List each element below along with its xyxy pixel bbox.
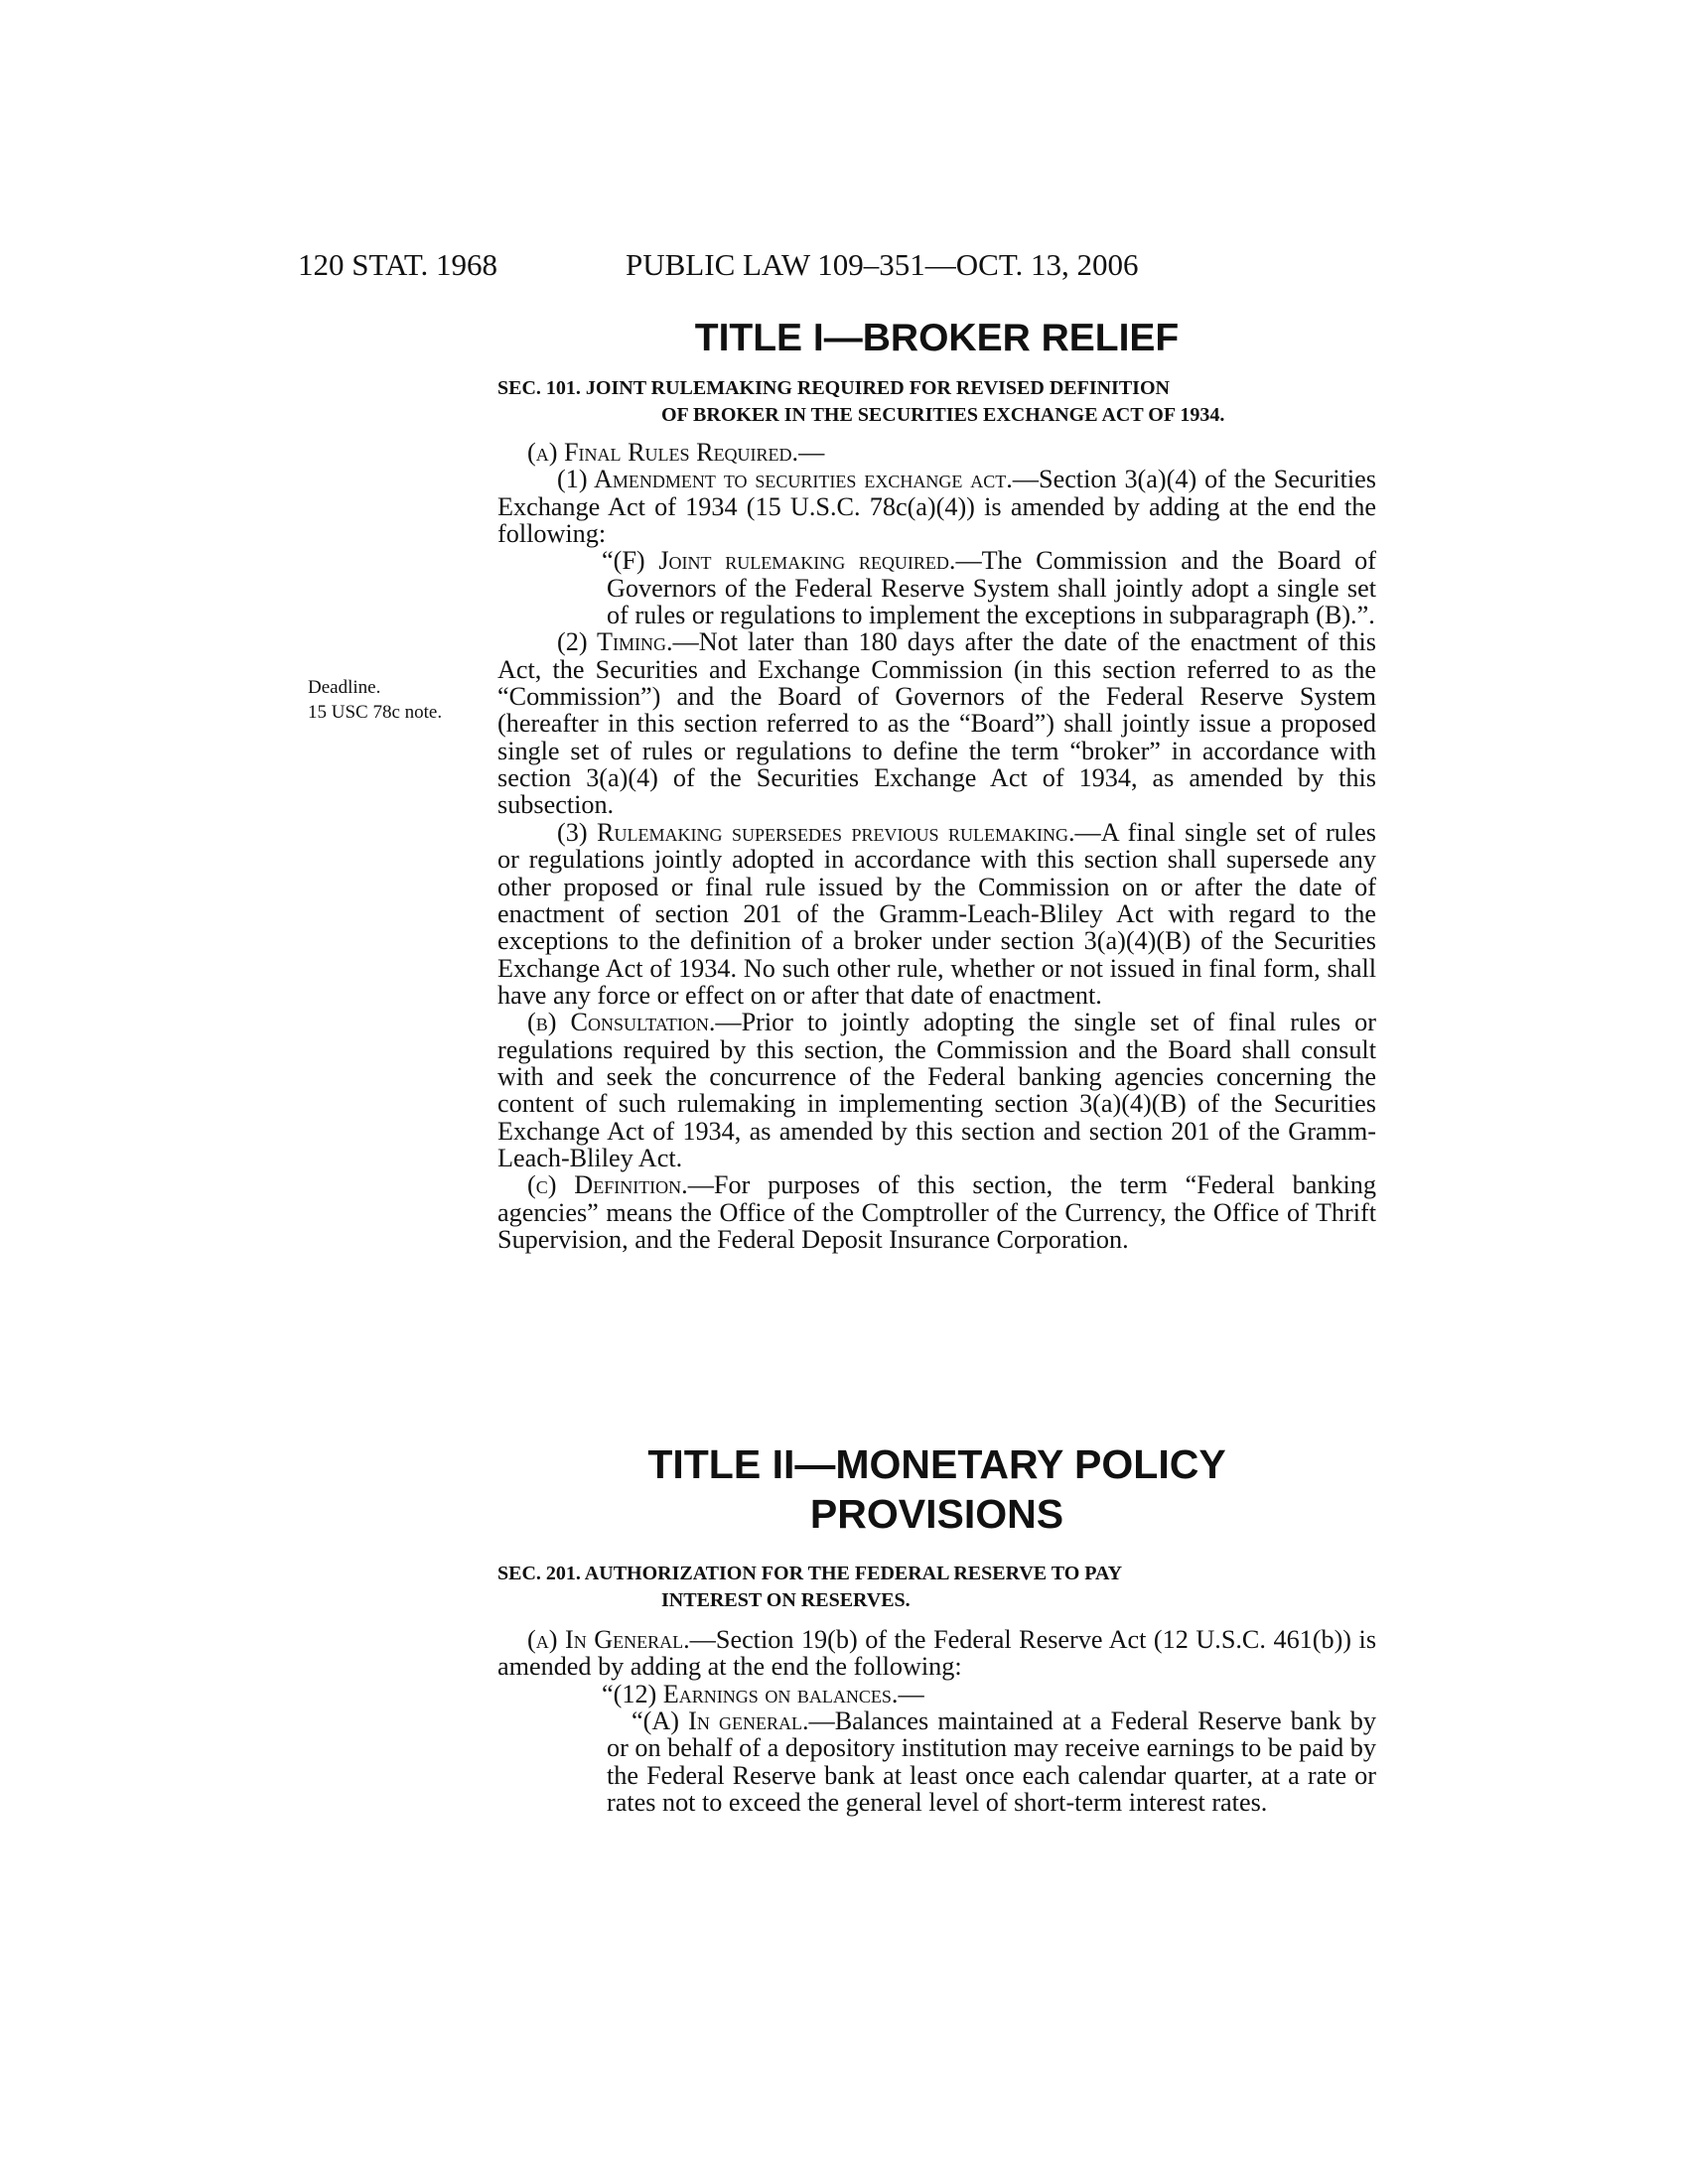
title-i-heading: TITLE I—BROKER RELIEF [694,317,1180,359]
title-i-column [497,316,1376,1253]
title-ii-heading-line2: PROVISIONS [809,1491,1064,1537]
sec-101-a2-label: (2) Timing.— [557,627,699,657]
title-ii-heading [497,1439,1376,1539]
page-stat-reference: 120 STAT. 1968 [298,247,498,282]
sec-101-b-label: (b) Consultation.— [527,1008,742,1037]
sec-101-b [497,1009,1376,1171]
title-ii-heading-line1: TITLE II—MONETARY POLICY [647,1441,1226,1487]
sec-101-a1 [497,466,1376,547]
sec-101-f-text: The Commission and the Board of Governors of the Federal Reserve System shall jointly adopt a single set of rules or regulations to implement the exceptions in subparagraph (B).”. [607,546,1376,630]
sec-101-b-text: Prior to jointly adopting the single set of final rules or regulations required by this section, the Commission and the Board shall consult with and seek the concurrence of the Federal banking agencies concerning the content of such rulemaking in implementing section 3(a)(4)(B) of the Securities Exchange Act of 1934, as amended by this section and section 201 of the Gramm-Leach-Bliley Act. [497,1008,1376,1172]
sec-201-heading-line1: SEC. 201. AUTHORIZATION FOR THE FEDERAL RESERVE TO PAY [497,1563,1123,1584]
sec-201-a [497,1626,1376,1681]
sec-101-c-text: For purposes of this section, the term “Federal banking agencies” means the Office of the Comptroller of the Currency, the Office of Thrift Supervision, and the Federal Deposit Insurance Corporation. [497,1170,1376,1254]
sec-101-a3 [497,819,1376,1009]
sec-201-heading [497,1561,1376,1614]
sec-101-a3-label: (3) Rulemaking supersedes previous rulemaking.— [557,817,1101,847]
sec-201-a-text: Section 19(b) of the Federal Reserve Act (12 U.S.C. 461(b)) is amended by adding at the end the following: [497,1625,1377,1682]
sec-101-heading [497,375,1376,429]
sec-201-p12-label: “(12) Earnings on balances.— [602,1679,924,1708]
sec-101-a2-text: Not later than 180 days after the date of the enactment of this Act, the Securities and Exchange Commission (in this section referred to as the “Commission”) and the Board of Governors of the Federal Reserve System (hereafter in this section referred to as the “Board”) shall jointly issue a proposed single set of rules or regulations to define the term “broker” in accordance with section 3(a)(4) of the Securities Exchange Act of 1934, as amended by this subsection. [497,627,1376,820]
sec-101-heading-line2: OF BROKER IN THE SECURITIES EXCHANGE ACT OF 1934. [661,404,1225,426]
sec-201-A-label: “(A) In general.— [632,1706,835,1736]
margin-notes [308,675,442,725]
sec-101-a2 [497,628,1376,818]
sec-201-A [497,1707,1376,1816]
sec-201-heading-line2: INTEREST ON RESERVES. [661,1589,911,1611]
sec-101-a1-label: (1) Amendment to securities exchange act.— [557,465,1039,494]
title-ii-column [497,1439,1376,1816]
sec-201-a-label: (a) In General.— [527,1625,716,1654]
sec-201-A-text: Balances maintained at a Federal Reserve bank by or on behalf of a depository institution may receive earnings to be paid by the Federal Reserve bank at least once each calendar quarter, at a rate or rates not to exceed the general level of short-term interest rates. [607,1706,1376,1818]
sec-101-c [497,1171,1376,1253]
public-law-reference: PUBLIC LAW 109–351—OCT. 13, 2006 [626,247,1139,282]
sec-101-heading-line1: SEC. 101. JOINT RULEMAKING REQUIRED FOR REVISED DEFINITION [497,377,1170,399]
margin-note-deadline: Deadline. [308,677,381,698]
sec-201-p12 [497,1681,1376,1707]
sec-101-a-heading [497,439,1376,466]
margin-note-usc: 15 USC 78c note. [308,702,443,723]
sec-101-f-label: “(F) Joint rulemaking required.— [602,546,982,576]
sec-101-f [497,547,1376,628]
sec-101-c-label: (c) Definition.— [527,1170,714,1200]
sec-101-a-label: (a) Final Rules Required.— [527,438,825,467]
sec-101-a1-text: Section 3(a)(4) of the Securities Exchange Act of 1934 (15 U.S.C. 78c(a)(4)) is amended by adding at the end the following: [497,465,1376,549]
sec-101-a3-text: A final single set of rules or regulations jointly adopted in accordance with this section shall supersede any other proposed or final rule issued by the Commission on or after the date of enactment of section 201 of the Gramm-Leach-Bliley Act with regard to the exceptions to the definition of a broker under section 3(a)(4)(B) of the Securities Exchange Act of 1934. No such other rule, whether or not issued in final form, shall have any force or effect on or after that date of enactment. [497,817,1376,1010]
